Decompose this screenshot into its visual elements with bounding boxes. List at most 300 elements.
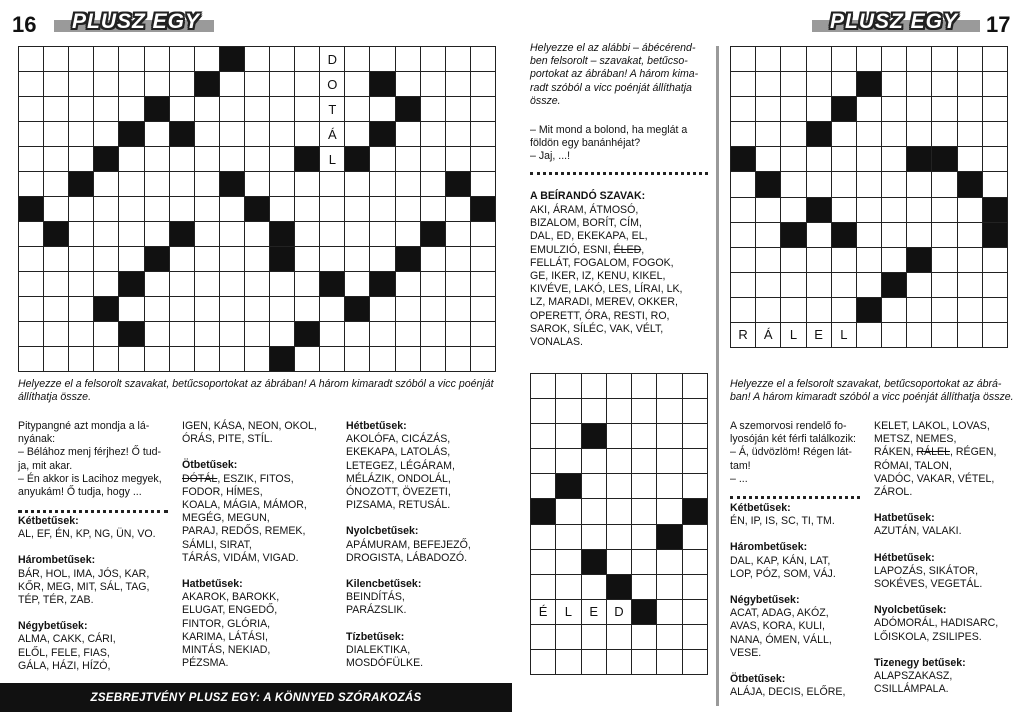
grid-cell[interactable] bbox=[119, 222, 143, 246]
grid-cell[interactable] bbox=[932, 298, 956, 322]
grid-cell[interactable]: E bbox=[582, 600, 606, 624]
grid-cell[interactable] bbox=[807, 273, 831, 297]
grid-cell[interactable] bbox=[932, 47, 956, 71]
grid-cell[interactable] bbox=[607, 625, 631, 649]
grid-cell[interactable] bbox=[958, 198, 982, 222]
grid-cell[interactable] bbox=[119, 147, 143, 171]
grid-cell[interactable] bbox=[170, 272, 194, 296]
grid-cell[interactable] bbox=[582, 625, 606, 649]
grid-cell[interactable]: D bbox=[607, 600, 631, 624]
grid-cell[interactable] bbox=[882, 147, 906, 171]
grid-cell[interactable] bbox=[220, 322, 244, 346]
grid-cell[interactable] bbox=[882, 223, 906, 247]
grid-cell[interactable] bbox=[220, 197, 244, 221]
grid-cell[interactable] bbox=[295, 272, 319, 296]
grid-cell[interactable] bbox=[270, 172, 294, 196]
grid-cell[interactable] bbox=[345, 172, 369, 196]
grid-cell[interactable] bbox=[270, 197, 294, 221]
grid-cell[interactable] bbox=[421, 297, 445, 321]
grid-cell[interactable] bbox=[607, 474, 631, 498]
grid-cell[interactable] bbox=[44, 347, 68, 371]
grid-cell[interactable] bbox=[270, 72, 294, 96]
grid-cell[interactable] bbox=[632, 525, 656, 549]
grid-cell[interactable] bbox=[932, 223, 956, 247]
grid-cell[interactable] bbox=[170, 347, 194, 371]
grid-cell[interactable] bbox=[958, 223, 982, 247]
grid-cell[interactable] bbox=[195, 147, 219, 171]
grid-cell[interactable] bbox=[170, 97, 194, 121]
grid-cell[interactable] bbox=[245, 222, 269, 246]
grid-cell[interactable] bbox=[756, 72, 780, 96]
grid-cell[interactable] bbox=[807, 72, 831, 96]
grid-cell[interactable] bbox=[471, 147, 495, 171]
grid-cell[interactable] bbox=[882, 248, 906, 272]
grid-cell[interactable] bbox=[731, 47, 755, 71]
grid-cell[interactable] bbox=[781, 248, 805, 272]
grid-cell[interactable] bbox=[556, 650, 580, 674]
grid-cell[interactable] bbox=[446, 72, 470, 96]
grid-cell[interactable] bbox=[220, 247, 244, 271]
grid-cell[interactable] bbox=[170, 247, 194, 271]
grid-cell[interactable] bbox=[370, 97, 394, 121]
grid-cell[interactable] bbox=[370, 147, 394, 171]
grid-cell[interactable] bbox=[69, 197, 93, 221]
grid-cell[interactable] bbox=[446, 97, 470, 121]
grid-cell[interactable] bbox=[607, 550, 631, 574]
grid-cell[interactable] bbox=[983, 248, 1007, 272]
grid-cell[interactable] bbox=[145, 72, 169, 96]
grid-cell[interactable] bbox=[882, 323, 906, 347]
grid-cell[interactable] bbox=[807, 223, 831, 247]
grid-cell[interactable] bbox=[907, 72, 931, 96]
grid-cell[interactable] bbox=[69, 47, 93, 71]
grid-cell[interactable] bbox=[245, 272, 269, 296]
grid-cell[interactable] bbox=[582, 525, 606, 549]
grid-cell[interactable] bbox=[245, 97, 269, 121]
grid-cell[interactable] bbox=[932, 323, 956, 347]
grid-cell[interactable] bbox=[781, 198, 805, 222]
grid-cell[interactable] bbox=[421, 47, 445, 71]
grid-cell[interactable] bbox=[320, 172, 344, 196]
grid-cell[interactable] bbox=[607, 449, 631, 473]
grid-cell[interactable] bbox=[145, 47, 169, 71]
grid-cell[interactable]: L bbox=[556, 600, 580, 624]
grid-cell[interactable] bbox=[19, 172, 43, 196]
grid-cell[interactable] bbox=[657, 449, 681, 473]
grid-cell[interactable] bbox=[94, 97, 118, 121]
grid-cell[interactable]: D bbox=[320, 47, 344, 71]
grid-cell[interactable] bbox=[657, 550, 681, 574]
grid-cell[interactable] bbox=[907, 97, 931, 121]
grid-cell[interactable] bbox=[632, 399, 656, 423]
grid-cell[interactable] bbox=[295, 222, 319, 246]
grid-cell[interactable] bbox=[145, 297, 169, 321]
grid-cell[interactable] bbox=[556, 449, 580, 473]
grid-cell[interactable] bbox=[958, 298, 982, 322]
grid-cell[interactable] bbox=[832, 172, 856, 196]
grid-cell[interactable] bbox=[781, 273, 805, 297]
grid-cell[interactable] bbox=[119, 197, 143, 221]
grid-cell[interactable] bbox=[471, 72, 495, 96]
grid-cell[interactable] bbox=[756, 97, 780, 121]
grid-cell[interactable] bbox=[446, 247, 470, 271]
grid-cell[interactable] bbox=[907, 172, 931, 196]
grid-cell[interactable] bbox=[932, 172, 956, 196]
grid-cell[interactable] bbox=[195, 122, 219, 146]
grid-cell[interactable] bbox=[857, 323, 881, 347]
grid-cell[interactable] bbox=[44, 247, 68, 271]
grid-cell[interactable] bbox=[345, 122, 369, 146]
grid-cell[interactable] bbox=[320, 297, 344, 321]
grid-cell[interactable] bbox=[320, 322, 344, 346]
grid-cell[interactable] bbox=[932, 72, 956, 96]
grid-cell[interactable] bbox=[657, 424, 681, 448]
grid-cell[interactable] bbox=[756, 248, 780, 272]
grid-cell[interactable]: L bbox=[781, 323, 805, 347]
grid-cell[interactable] bbox=[807, 97, 831, 121]
grid-cell[interactable] bbox=[220, 147, 244, 171]
grid-cell[interactable] bbox=[220, 272, 244, 296]
grid-cell[interactable] bbox=[958, 97, 982, 121]
grid-cell[interactable] bbox=[69, 247, 93, 271]
grid-cell[interactable] bbox=[471, 97, 495, 121]
grid-cell[interactable] bbox=[781, 298, 805, 322]
grid-cell[interactable] bbox=[857, 47, 881, 71]
grid-cell[interactable] bbox=[19, 72, 43, 96]
grid-cell[interactable]: Á bbox=[320, 122, 344, 146]
grid-cell[interactable] bbox=[44, 122, 68, 146]
grid-cell[interactable] bbox=[195, 47, 219, 71]
grid-cell[interactable] bbox=[958, 323, 982, 347]
grid-cell[interactable] bbox=[69, 72, 93, 96]
grid-cell[interactable] bbox=[531, 374, 555, 398]
grid-cell[interactable] bbox=[781, 172, 805, 196]
grid-cell[interactable] bbox=[421, 247, 445, 271]
grid-cell[interactable] bbox=[345, 97, 369, 121]
grid-cell[interactable] bbox=[119, 347, 143, 371]
grid-cell[interactable] bbox=[683, 575, 707, 599]
grid-cell[interactable] bbox=[907, 47, 931, 71]
grid-cell[interactable] bbox=[94, 247, 118, 271]
grid-cell[interactable] bbox=[556, 424, 580, 448]
grid-cell[interactable] bbox=[632, 474, 656, 498]
grid-cell[interactable] bbox=[531, 550, 555, 574]
grid-cell[interactable] bbox=[19, 47, 43, 71]
grid-cell[interactable] bbox=[446, 297, 470, 321]
grid-cell[interactable] bbox=[396, 322, 420, 346]
grid-cell[interactable] bbox=[683, 525, 707, 549]
grid-cell[interactable] bbox=[807, 298, 831, 322]
grid-cell[interactable] bbox=[145, 197, 169, 221]
grid-cell[interactable] bbox=[983, 97, 1007, 121]
grid-cell[interactable] bbox=[370, 297, 394, 321]
grid-cell[interactable] bbox=[807, 248, 831, 272]
grid-cell[interactable] bbox=[632, 424, 656, 448]
grid-cell[interactable] bbox=[907, 198, 931, 222]
grid-cell[interactable] bbox=[882, 122, 906, 146]
grid-cell[interactable] bbox=[958, 248, 982, 272]
grid-cell[interactable] bbox=[370, 247, 394, 271]
grid-cell[interactable] bbox=[370, 347, 394, 371]
grid-cell[interactable] bbox=[582, 650, 606, 674]
grid-cell[interactable] bbox=[270, 297, 294, 321]
grid-cell[interactable] bbox=[471, 322, 495, 346]
grid-cell[interactable] bbox=[119, 72, 143, 96]
grid-cell[interactable] bbox=[295, 47, 319, 71]
grid-cell[interactable] bbox=[195, 97, 219, 121]
grid-cell[interactable] bbox=[145, 322, 169, 346]
grid-cell[interactable] bbox=[531, 625, 555, 649]
grid-cell[interactable] bbox=[145, 347, 169, 371]
grid-cell[interactable] bbox=[44, 297, 68, 321]
grid-cell[interactable] bbox=[370, 47, 394, 71]
grid-cell[interactable] bbox=[657, 575, 681, 599]
grid-cell[interactable] bbox=[170, 322, 194, 346]
grid-cell[interactable] bbox=[345, 272, 369, 296]
grid-cell[interactable] bbox=[983, 47, 1007, 71]
grid-cell[interactable] bbox=[94, 322, 118, 346]
grid-cell[interactable] bbox=[421, 197, 445, 221]
grid-cell[interactable] bbox=[94, 122, 118, 146]
grid-cell[interactable] bbox=[731, 198, 755, 222]
grid-cell[interactable] bbox=[245, 172, 269, 196]
grid-cell[interactable] bbox=[958, 122, 982, 146]
grid-cell[interactable] bbox=[19, 122, 43, 146]
grid-cell[interactable] bbox=[582, 374, 606, 398]
grid-cell[interactable] bbox=[731, 122, 755, 146]
grid-cell[interactable] bbox=[657, 625, 681, 649]
grid-cell[interactable] bbox=[857, 122, 881, 146]
grid-cell[interactable] bbox=[882, 97, 906, 121]
grid-cell[interactable]: Á bbox=[756, 323, 780, 347]
grid-cell[interactable] bbox=[170, 297, 194, 321]
grid-cell[interactable] bbox=[932, 273, 956, 297]
grid-cell[interactable] bbox=[69, 97, 93, 121]
grid-cell[interactable]: L bbox=[320, 147, 344, 171]
grid-cell[interactable] bbox=[195, 172, 219, 196]
grid-cell[interactable] bbox=[245, 322, 269, 346]
grid-cell[interactable] bbox=[396, 297, 420, 321]
grid-cell[interactable] bbox=[781, 97, 805, 121]
grid-cell[interactable] bbox=[632, 650, 656, 674]
grid-cell[interactable] bbox=[195, 197, 219, 221]
grid-cell[interactable] bbox=[582, 474, 606, 498]
grid-cell[interactable] bbox=[270, 97, 294, 121]
grid-cell[interactable] bbox=[94, 347, 118, 371]
grid-cell[interactable] bbox=[145, 122, 169, 146]
grid-cell[interactable] bbox=[683, 650, 707, 674]
grid-cell[interactable] bbox=[421, 147, 445, 171]
grid-cell[interactable] bbox=[295, 297, 319, 321]
grid-cell[interactable] bbox=[932, 198, 956, 222]
grid-cell[interactable] bbox=[446, 47, 470, 71]
grid-cell[interactable] bbox=[421, 172, 445, 196]
grid-cell[interactable] bbox=[683, 474, 707, 498]
grid-cell[interactable] bbox=[683, 449, 707, 473]
grid-cell[interactable] bbox=[220, 222, 244, 246]
grid-cell[interactable] bbox=[345, 347, 369, 371]
grid-cell[interactable] bbox=[220, 347, 244, 371]
grid-cell[interactable] bbox=[220, 97, 244, 121]
grid-cell[interactable] bbox=[345, 197, 369, 221]
grid-cell[interactable] bbox=[94, 272, 118, 296]
grid-cell[interactable] bbox=[907, 273, 931, 297]
grid-cell[interactable] bbox=[582, 449, 606, 473]
grid-cell[interactable] bbox=[607, 499, 631, 523]
grid-cell[interactable] bbox=[857, 147, 881, 171]
grid-cell[interactable] bbox=[983, 298, 1007, 322]
grid-cell[interactable] bbox=[983, 147, 1007, 171]
grid-cell[interactable] bbox=[471, 272, 495, 296]
grid-cell[interactable] bbox=[932, 97, 956, 121]
grid-cell[interactable] bbox=[396, 197, 420, 221]
grid-cell[interactable] bbox=[295, 347, 319, 371]
grid-cell[interactable] bbox=[657, 474, 681, 498]
grid-cell[interactable] bbox=[582, 575, 606, 599]
grid-cell[interactable] bbox=[446, 322, 470, 346]
grid-cell[interactable] bbox=[683, 399, 707, 423]
grid-cell[interactable] bbox=[857, 198, 881, 222]
grid-cell[interactable] bbox=[396, 172, 420, 196]
grid-cell[interactable] bbox=[421, 122, 445, 146]
grid-cell[interactable] bbox=[145, 222, 169, 246]
grid-cell[interactable] bbox=[832, 147, 856, 171]
grid-cell[interactable] bbox=[607, 374, 631, 398]
grid-cell[interactable] bbox=[69, 347, 93, 371]
grid-cell[interactable] bbox=[119, 172, 143, 196]
grid-cell[interactable] bbox=[756, 147, 780, 171]
grid-cell[interactable] bbox=[94, 72, 118, 96]
grid-cell[interactable] bbox=[832, 198, 856, 222]
grid-cell[interactable] bbox=[44, 47, 68, 71]
grid-cell[interactable] bbox=[857, 172, 881, 196]
grid-cell[interactable] bbox=[531, 525, 555, 549]
grid-cell[interactable] bbox=[958, 147, 982, 171]
grid-cell[interactable] bbox=[396, 47, 420, 71]
grid-cell[interactable] bbox=[94, 222, 118, 246]
grid-cell[interactable] bbox=[170, 72, 194, 96]
grid-cell[interactable] bbox=[446, 272, 470, 296]
grid-cell[interactable] bbox=[19, 272, 43, 296]
grid-cell[interactable] bbox=[531, 474, 555, 498]
grid-cell[interactable] bbox=[531, 449, 555, 473]
grid-cell[interactable] bbox=[632, 499, 656, 523]
grid-cell[interactable] bbox=[94, 197, 118, 221]
grid-cell[interactable] bbox=[396, 147, 420, 171]
grid-cell[interactable] bbox=[471, 347, 495, 371]
grid-cell[interactable] bbox=[195, 222, 219, 246]
grid-cell[interactable] bbox=[245, 347, 269, 371]
grid-cell[interactable] bbox=[556, 399, 580, 423]
grid-cell[interactable] bbox=[245, 72, 269, 96]
grid-cell[interactable] bbox=[756, 122, 780, 146]
grid-cell[interactable] bbox=[345, 47, 369, 71]
grid-cell[interactable] bbox=[531, 650, 555, 674]
grid-cell[interactable] bbox=[607, 525, 631, 549]
grid-cell[interactable] bbox=[731, 248, 755, 272]
grid-cell[interactable] bbox=[19, 347, 43, 371]
grid-cell[interactable] bbox=[19, 97, 43, 121]
grid-cell[interactable] bbox=[370, 172, 394, 196]
grid-cell[interactable] bbox=[983, 273, 1007, 297]
grid-cell[interactable] bbox=[345, 247, 369, 271]
grid-cell[interactable] bbox=[320, 197, 344, 221]
grid-cell[interactable] bbox=[882, 198, 906, 222]
grid-cell[interactable] bbox=[882, 172, 906, 196]
grid-cell[interactable] bbox=[44, 147, 68, 171]
grid-cell[interactable] bbox=[731, 223, 755, 247]
grid-cell[interactable] bbox=[370, 222, 394, 246]
grid-cell[interactable] bbox=[857, 97, 881, 121]
crossword-grid-middle[interactable] bbox=[530, 373, 708, 675]
grid-cell[interactable] bbox=[607, 399, 631, 423]
grid-cell[interactable] bbox=[270, 147, 294, 171]
grid-cell[interactable]: R bbox=[731, 323, 755, 347]
grid-cell[interactable] bbox=[781, 72, 805, 96]
grid-cell[interactable] bbox=[632, 575, 656, 599]
grid-cell[interactable] bbox=[857, 223, 881, 247]
grid-cell[interactable] bbox=[832, 47, 856, 71]
grid-cell[interactable] bbox=[932, 122, 956, 146]
grid-cell[interactable]: É bbox=[531, 600, 555, 624]
grid-cell[interactable] bbox=[756, 223, 780, 247]
grid-cell[interactable] bbox=[907, 323, 931, 347]
grid-cell[interactable] bbox=[145, 147, 169, 171]
grid-cell[interactable] bbox=[983, 172, 1007, 196]
grid-cell[interactable] bbox=[882, 72, 906, 96]
grid-cell[interactable] bbox=[632, 625, 656, 649]
grid-cell[interactable] bbox=[657, 650, 681, 674]
grid-cell[interactable] bbox=[657, 499, 681, 523]
grid-cell[interactable] bbox=[396, 272, 420, 296]
grid-cell[interactable] bbox=[857, 273, 881, 297]
grid-cell[interactable] bbox=[396, 222, 420, 246]
grid-cell[interactable] bbox=[882, 47, 906, 71]
grid-cell[interactable] bbox=[345, 222, 369, 246]
grid-cell[interactable] bbox=[195, 272, 219, 296]
grid-cell[interactable] bbox=[958, 72, 982, 96]
grid-cell[interactable] bbox=[932, 248, 956, 272]
grid-cell[interactable] bbox=[958, 47, 982, 71]
grid-cell[interactable] bbox=[245, 147, 269, 171]
grid-cell[interactable] bbox=[44, 197, 68, 221]
grid-cell[interactable] bbox=[807, 147, 831, 171]
grid-cell[interactable] bbox=[471, 47, 495, 71]
grid-cell[interactable] bbox=[220, 297, 244, 321]
grid-cell[interactable]: L bbox=[832, 323, 856, 347]
grid-cell[interactable] bbox=[731, 273, 755, 297]
grid-cell[interactable] bbox=[345, 322, 369, 346]
grid-cell[interactable] bbox=[731, 97, 755, 121]
grid-cell[interactable] bbox=[421, 272, 445, 296]
grid-cell[interactable] bbox=[781, 122, 805, 146]
grid-cell[interactable] bbox=[907, 298, 931, 322]
grid-cell[interactable] bbox=[195, 297, 219, 321]
grid-cell[interactable] bbox=[320, 347, 344, 371]
grid-cell[interactable] bbox=[756, 198, 780, 222]
grid-cell[interactable] bbox=[396, 347, 420, 371]
grid-cell[interactable] bbox=[781, 47, 805, 71]
grid-cell[interactable] bbox=[832, 122, 856, 146]
grid-cell[interactable] bbox=[370, 197, 394, 221]
grid-cell[interactable] bbox=[69, 122, 93, 146]
grid-cell[interactable] bbox=[632, 550, 656, 574]
grid-cell[interactable] bbox=[907, 122, 931, 146]
grid-cell[interactable] bbox=[531, 399, 555, 423]
grid-cell[interactable] bbox=[69, 147, 93, 171]
grid-cell[interactable] bbox=[731, 172, 755, 196]
grid-cell[interactable] bbox=[907, 223, 931, 247]
